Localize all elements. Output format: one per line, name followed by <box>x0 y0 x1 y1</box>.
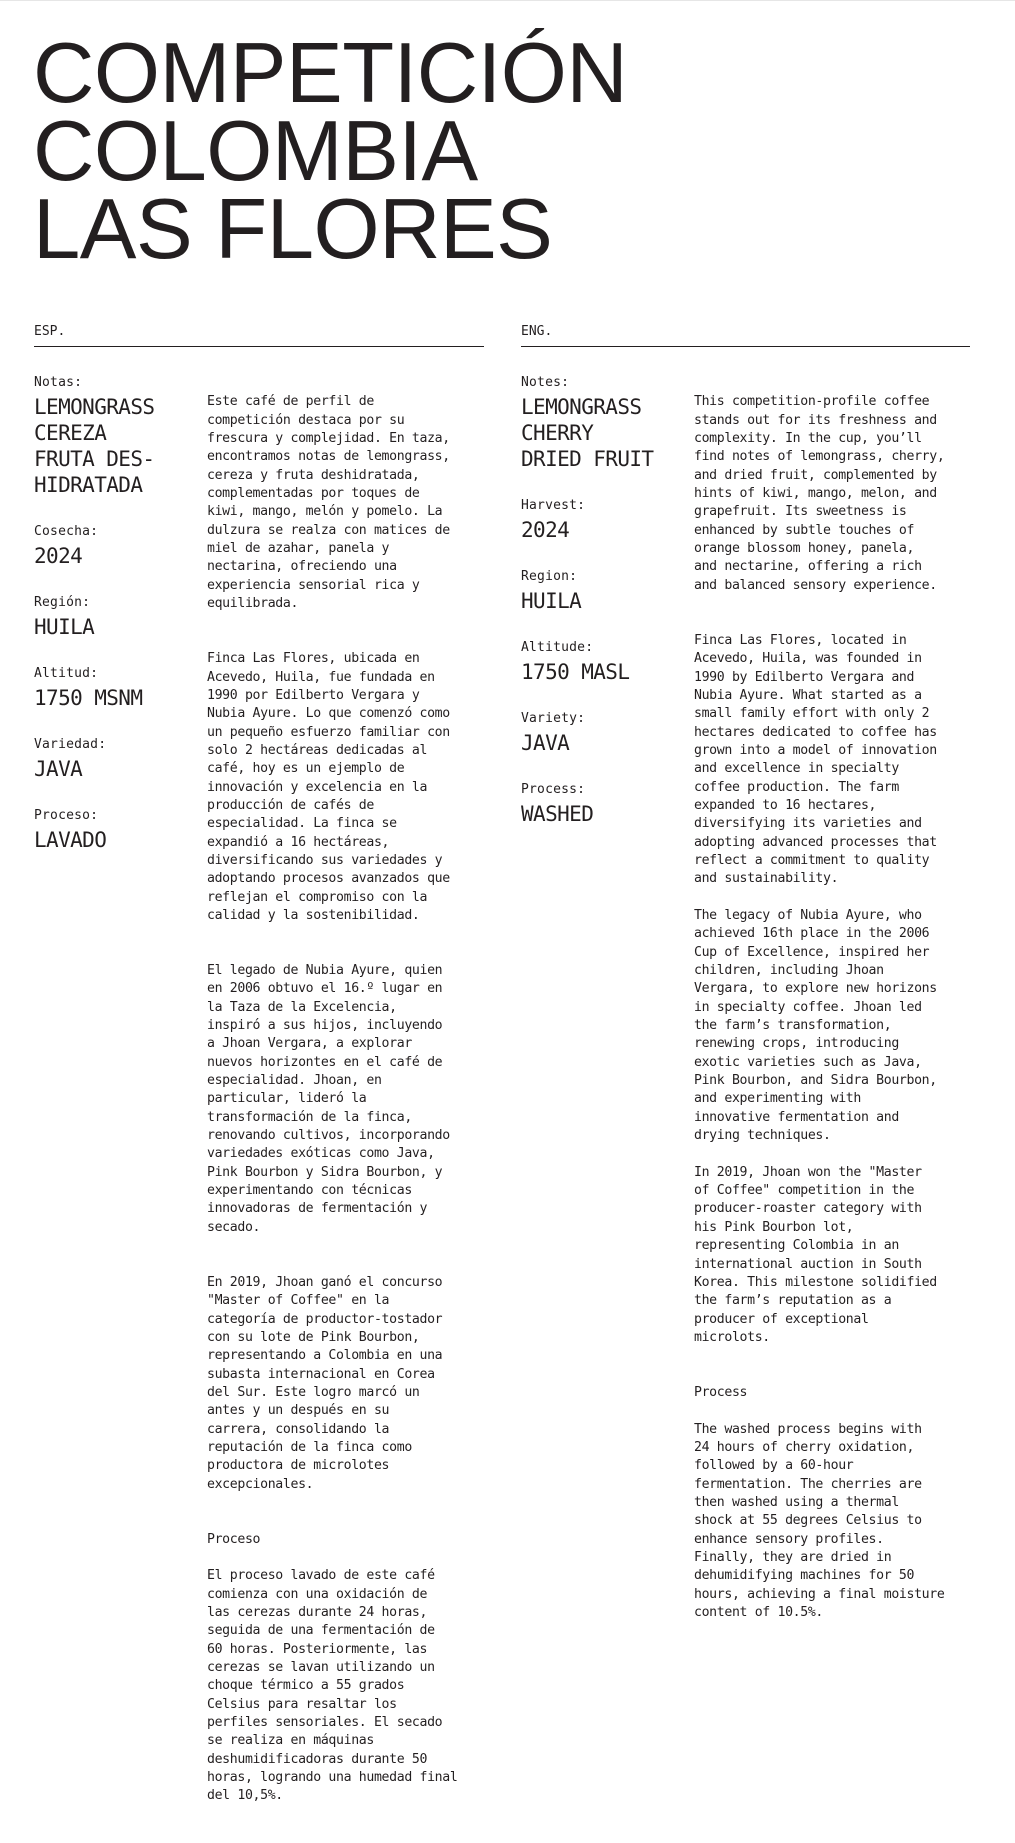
meta-value <box>34 543 199 569</box>
process-description: The washed process begins with 24 hours of cherry oxidation, followed by a 60-hour fermentation. The cherries are then washed using a thermal shock at 55 degrees Celsius to enhance sensory profiles. Finally, they are dried in dehumidifying machines for 50 hours, achieving a final moisture content of 10.5%. <box>694 1421 945 1621</box>
meta-region <box>34 595 199 640</box>
meta-value-line: CHERRY <box>521 421 594 445</box>
meta-value-line: CEREZA <box>34 421 107 445</box>
meta-label: Región: <box>34 595 91 610</box>
meta-label: Process: <box>521 782 586 797</box>
meta-value-line: HUILA <box>521 589 582 613</box>
meta-label: Region: <box>521 569 578 584</box>
meta-label: Proceso: <box>34 808 99 823</box>
meta-value-line: 1750 MASL <box>521 660 630 684</box>
language-label-eng: ENG. <box>521 324 970 347</box>
meta-value <box>521 659 686 685</box>
description-paragraph: Finca Las Flores, located in Acevedo, Huila, was founded in 1990 by Edilberto Vergara and Nubia Ayure. What started as a small family effort with only 2 hectares dedicated to coffee has grown into a model of innovation and excellence in specialty coffee production. The farm expanded to 16 hectares, diversifying its varieties and adopting advanced processes that reflect a commitment to quality and sustainability. <box>694 632 937 887</box>
meta-value-line: LAVADO <box>34 828 107 852</box>
process-heading: Process <box>694 1384 748 1400</box>
meta-label: Cosecha: <box>34 524 99 539</box>
meta-label: Altitude: <box>521 640 594 655</box>
description-paragraph: El legado de Nubia Ayure, quien en 2006 obtuvo el 16.º lugar en la Taza de la Excelencia, inspiró a sus hijos, incluyendo a Jhoan Vergara, a explorar nuevos horizontes en el café de especialidad. Jhoan, en particular, lideró la transformación de la finca, renovando cultivos, incorporando variedades exóticas como Java, Pink Bourbon y Sidra Bourbon, y experimentando con técnicas innovadoras de fermentación y secado. <box>207 963 450 1235</box>
meta-value <box>34 685 199 711</box>
meta-altitude <box>34 666 199 711</box>
page-title <box>33 26 628 277</box>
meta-altitude <box>521 640 686 685</box>
meta-variety <box>521 711 686 756</box>
meta-process <box>34 808 199 853</box>
meta-value-line: WASHED <box>521 802 594 826</box>
meta-value-line: LEMONGRASS <box>34 395 155 419</box>
meta-label: Notes: <box>521 375 570 390</box>
meta-label: Altitud: <box>34 666 99 681</box>
meta-value <box>521 801 686 827</box>
english-description <box>694 375 979 1659</box>
title-line: COLOMBIA <box>33 104 478 199</box>
meta-value-line: DRIED FRUIT <box>521 447 654 471</box>
meta-value <box>34 827 199 853</box>
title-line: LAS FLORES <box>33 182 553 277</box>
meta-value-line: 1750 MSNM <box>34 686 143 710</box>
meta-value <box>34 756 199 782</box>
language-label-esp: ESP. <box>34 324 484 347</box>
meta-value-line: FRUTA DES- <box>34 447 155 471</box>
meta-value <box>34 394 199 498</box>
meta-value-line: LEMONGRASS <box>521 395 642 419</box>
meta-value-line: JAVA <box>34 757 83 781</box>
english-meta <box>521 375 686 853</box>
meta-harvest <box>34 524 199 569</box>
description-paragraph: This competition-profile coffee stands out for its freshness and complexity. In the cup, you’ll find notes of lemongrass, cherry, and dried fruit, complemented by hints of kiwi, mango, melon, and grapefruit. Its sweetness is enhanced by subtle touches of orange blossom honey, panela, and nectarine, offering a rich and balanced sensory experience. <box>694 394 945 593</box>
description-paragraph: Este café de perfil de competición destaca por su frescura y complejidad. En taza, encontramos notas de lemongrass, cereza y fruta deshidratada, complementadas por toques de kiwi, mango, melón y pomelo. La dulzura se realza con matices de miel de azahar, panela y nectarina, ofreciendo una experiencia sensorial rica y equilibrada. <box>207 394 450 612</box>
meta-region <box>521 569 686 614</box>
meta-value-line: HUILA <box>34 615 95 639</box>
meta-value <box>521 588 686 614</box>
meta-process <box>521 782 686 827</box>
meta-notes <box>521 375 686 472</box>
description-paragraph: Finca Las Flores, ubicada en Acevedo, Huila, fue fundada en 1990 por Edilberto Vergara y Nubia Ayure. Lo que comenzó como un pequeño esfuerzo familiar con solo 2 hectáreas dedicadas al café, hoy es un ejemplo de innovación y excelencia en la producción de cafés de especialidad. La finca se expandió a 16 hectáreas, diversificando sus variedades y adoptando procesos avanzados que reflejan el compromiso con la calidad y la sostenibilidad. <box>207 651 450 923</box>
description-paragraph: The legacy of Nubia Ayure, who achieved 16th place in the 2006 Cup of Excellence, inspired her children, including Jhoan Vergara, to explore new horizons in specialty coffee. Jhoan led the farm’s transformation, renewing crops, introducing exotic varieties such as Java, Pink Bourbon, and Sidra Bourbon, and experimenting with innovative fermentation and drying techniques. <box>694 907 937 1144</box>
spanish-description <box>207 375 492 1843</box>
title-line: COMPETICIÓN <box>33 26 628 121</box>
meta-value <box>34 614 199 640</box>
meta-harvest <box>521 498 686 543</box>
meta-value-line: HIDRATADA <box>34 473 143 497</box>
meta-value-line: 2024 <box>521 518 570 542</box>
meta-value-line: JAVA <box>521 731 570 755</box>
meta-label: Variedad: <box>34 737 107 752</box>
meta-notes <box>34 375 199 498</box>
description-paragraph: In 2019, Jhoan won the "Master of Coffee" competition in the producer-roaster category with his Pink Bourbon lot, representing Colombia in an international auction in South Korea. This milestone solidified the farm’s reputation as a producer of exceptional microlots. <box>694 1164 937 1345</box>
process-heading: Proceso <box>207 1531 261 1547</box>
meta-value <box>521 394 686 472</box>
meta-label: Variety: <box>521 711 586 726</box>
meta-label: Harvest: <box>521 498 586 513</box>
process-description: El proceso lavado de este café comienza con una oxidación de las cerezas durante 24 horas, seguida de una fermentación de 60 horas. Posteriormente, las cerezas se lavan utilizando un choque térmico a 55 grados Celsius para resaltar los perfiles sensoriales. El secado se realiza en máquinas deshumidificadoras durante 50 horas, logrando una humedad final del 10,5%. <box>207 1568 458 1804</box>
meta-variety <box>34 737 199 782</box>
meta-label: Notas: <box>34 375 83 390</box>
meta-value <box>521 730 686 756</box>
meta-value <box>521 517 686 543</box>
meta-value-line: 2024 <box>34 544 83 568</box>
spanish-meta <box>34 375 199 879</box>
description-paragraph: En 2019, Jhoan ganó el concurso "Master of Coffee" en la categoría de productor-tostador con su lote de Pink Bourbon, representando a Colombia en una subasta internacional en Corea del Sur. Este logro marcó un antes y un después en su carrera, consolidando la reputación de la finca como productora de microlotes excepcionales. <box>207 1274 443 1492</box>
